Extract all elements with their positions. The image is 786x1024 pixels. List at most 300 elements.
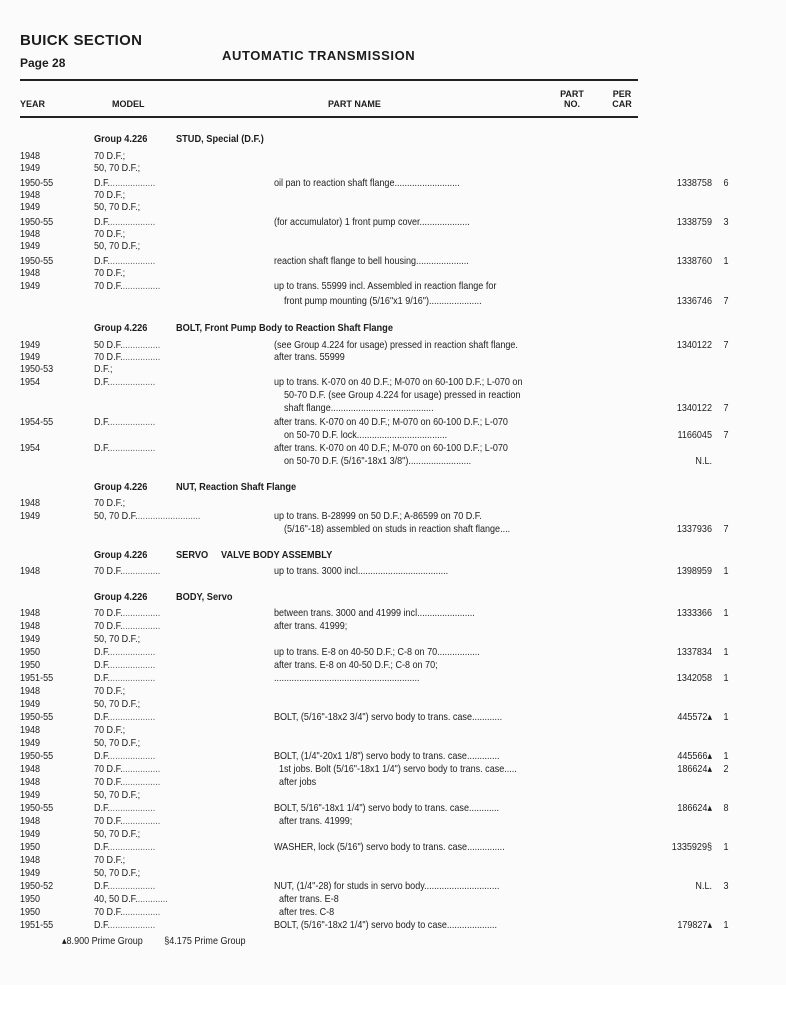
- row-year: 1950-55: [19, 255, 54, 267]
- row-model-text: D.F.;: [93, 363, 113, 375]
- row-part-name: after trans. 41999;: [273, 815, 353, 827]
- parts-row: [0, 565, 729, 577]
- row-part-name: front pump mounting (5/16"x1 9/16").....................: [273, 295, 482, 307]
- footnote-prime-group-4175: §4.175 Prime Group: [164, 935, 246, 947]
- row-year: 1948: [19, 724, 41, 736]
- row-model-leader-dots: ..................: [110, 711, 156, 723]
- parts-row: [0, 267, 676, 279]
- row-model: [94, 442, 244, 454]
- row-model-leader-dots: ..................: [110, 646, 156, 658]
- row-year: 1949: [19, 510, 41, 522]
- row-part-name: 50-70 D.F. (see Group 4.224 for usage) pressed in reaction: [273, 389, 521, 401]
- row-part-number: 445572▴: [677, 711, 712, 723]
- row-year: 1950-55: [19, 216, 54, 228]
- row-model: [94, 497, 244, 509]
- parts-row: [0, 442, 676, 454]
- row-year: 1954: [19, 442, 41, 454]
- row-per-car: 1: [723, 711, 729, 723]
- row-model: [94, 177, 244, 189]
- parts-row: [0, 216, 729, 228]
- row-part-name: after trans. E-8 on 40-50 D.F.; C-8 on 70;: [273, 659, 438, 671]
- row-model: [94, 620, 244, 632]
- parts-row: [0, 711, 729, 723]
- row-year: 1950: [19, 841, 41, 853]
- row-model-leader-dots: ..................: [110, 376, 156, 388]
- row-model: [94, 510, 244, 522]
- row-model-leader-dots: ...............: [122, 620, 161, 632]
- row-part-name: after trans. E-8: [273, 893, 339, 905]
- row-part-name: BOLT, 5/16"-18x1 1/4") servo body to trans. case............: [273, 802, 500, 814]
- row-part-name: after trans. K-070 on 40 D.F.; M-070 on 60-100 D.F.; L-070: [273, 416, 508, 428]
- col-part-no-line1: PART: [560, 89, 584, 99]
- row-model-leader-dots: ...............: [122, 565, 161, 577]
- row-model-text: D.F.: [93, 255, 111, 267]
- row-per-car: 7: [723, 523, 729, 535]
- row-model-leader-dots: ..................: [110, 216, 156, 228]
- group-number: Group 4.226: [94, 481, 148, 493]
- row-model-leader-dots: ..................: [110, 255, 156, 267]
- parts-row: [0, 201, 676, 213]
- parts-row: [0, 280, 676, 292]
- row-model-leader-dots: ..................: [110, 416, 156, 428]
- group-number: Group 4.226: [94, 322, 148, 334]
- parts-row: [0, 815, 676, 827]
- row-part-number: 186624▴: [677, 802, 712, 814]
- row-part-number: N.L.: [695, 880, 712, 892]
- col-per-car-line2: CAR: [612, 99, 632, 109]
- row-model-text: D.F.: [93, 659, 111, 671]
- row-year: 1948: [19, 497, 41, 509]
- row-model: [94, 189, 244, 201]
- row-part-number: 1335929§: [671, 841, 712, 853]
- parts-row: [0, 854, 676, 866]
- group-part-title: BOLT, Front Pump Body to Reaction Shaft Flange: [176, 322, 393, 334]
- row-per-car: 7: [723, 339, 729, 351]
- parts-row: [0, 880, 729, 892]
- parts-row: [0, 646, 729, 658]
- row-model: [94, 867, 244, 879]
- parts-row: [0, 776, 676, 788]
- row-model-text: D.F.: [93, 802, 111, 814]
- row-model-text: 70 D.F.;: [93, 189, 126, 201]
- row-model: [94, 763, 244, 775]
- row-model-leader-dots: ..................: [110, 442, 156, 454]
- row-model: [94, 802, 244, 814]
- row-model: [94, 216, 244, 228]
- row-model: [94, 724, 244, 736]
- row-part-name: after trans. 55999: [273, 351, 345, 363]
- row-model-text: D.F.: [93, 442, 111, 454]
- header-rule-bottom: [20, 116, 638, 118]
- row-model: [94, 711, 244, 723]
- row-model: [94, 633, 244, 645]
- row-part-number: 1337834: [676, 646, 712, 658]
- row-model-text: D.F.: [93, 711, 111, 723]
- row-model-text: 50, 70 D.F.;: [93, 201, 141, 213]
- row-model-text: 70 D.F.;: [93, 228, 126, 240]
- row-part-name: (see Group 4.224 for usage) pressed in reaction shaft flange.: [273, 339, 518, 351]
- row-model-text: 50, 70 D.F.;: [93, 633, 141, 645]
- row-part-number: N.L.: [695, 455, 712, 467]
- row-model-text: 50, 70 D.F.;: [93, 162, 141, 174]
- row-model: [94, 776, 244, 788]
- row-model-text: D.F.: [93, 216, 111, 228]
- row-part-number: 1340122: [676, 339, 712, 351]
- row-part-name: between trans. 3000 and 41999 incl.......................: [273, 607, 475, 619]
- row-model-leader-dots: ...............: [122, 339, 161, 351]
- row-model: [94, 376, 244, 388]
- row-year: 1951-55: [19, 672, 54, 684]
- row-model-text: 70 D.F.;: [93, 150, 126, 162]
- row-model: [94, 351, 244, 363]
- parts-row: [0, 497, 676, 509]
- row-part-name: (5/16"-18) assembled on studs in reaction shaft flange....: [273, 523, 511, 535]
- row-model-leader-dots: .........................: [137, 510, 201, 522]
- row-per-car: 2: [723, 763, 729, 775]
- row-year: 1948: [19, 620, 41, 632]
- row-model: [94, 607, 244, 619]
- parts-row: [0, 867, 676, 879]
- parts-row: [0, 228, 676, 240]
- row-year: 1954: [19, 376, 41, 388]
- row-model: [94, 737, 244, 749]
- row-model-text: 70 D.F.: [93, 763, 123, 775]
- row-year: 1951-55: [19, 919, 54, 931]
- row-part-number: 1338759: [676, 216, 712, 228]
- row-part-number: 186624▴: [677, 763, 712, 775]
- row-model-leader-dots: ...............: [122, 607, 161, 619]
- row-part-name: on 50-70 D.F. lock....................................: [273, 429, 448, 441]
- row-model: [94, 240, 244, 252]
- parts-row: [0, 893, 676, 905]
- row-part-name: up to trans. E-8 on 40-50 D.F.; C-8 on 70.................: [273, 646, 480, 658]
- row-part-name: BOLT, (5/16"-18x2 1/4") servo body to case....................: [273, 919, 498, 931]
- row-year: 1949: [19, 633, 41, 645]
- section-title: BUICK SECTION: [20, 32, 143, 49]
- row-model: [94, 150, 244, 162]
- row-part-name: 1st jobs. Bolt (5/16"-18x1 1/4") servo body to trans. case.....: [273, 763, 517, 775]
- row-model-text: D.F.: [93, 841, 111, 853]
- row-model-leader-dots: ..................: [110, 919, 156, 931]
- row-model-text: 50, 70 D.F.;: [93, 737, 141, 749]
- row-model: [94, 255, 244, 267]
- row-year: 1950: [19, 646, 41, 658]
- row-model-leader-dots: ..................: [110, 750, 156, 762]
- row-model-leader-dots: ..................: [110, 841, 156, 853]
- row-model-text: 70 D.F.: [93, 280, 123, 292]
- row-model: [94, 906, 244, 918]
- row-year: 1948: [19, 607, 41, 619]
- row-per-car: 3: [723, 880, 729, 892]
- row-year: 1948: [19, 854, 41, 866]
- row-year: 1950-55: [19, 177, 54, 189]
- row-part-number: 1336746: [676, 295, 712, 307]
- row-year: 1948: [19, 815, 41, 827]
- row-model: [94, 416, 244, 428]
- group-part-title: NUT, Reaction Shaft Flange: [176, 481, 297, 493]
- row-per-car: 3: [723, 216, 729, 228]
- row-part-name: BOLT, (5/16"-18x2 3/4") servo body to trans. case............: [273, 711, 503, 723]
- row-model-text: 70 D.F.;: [93, 497, 126, 509]
- row-per-car: 1: [723, 646, 729, 658]
- row-year: 1949: [19, 698, 41, 710]
- row-year: 1948: [19, 685, 41, 697]
- row-model-text: 50, 70 D.F.;: [93, 828, 141, 840]
- parts-row: [0, 455, 712, 467]
- row-year: 1949: [19, 339, 41, 351]
- parts-row: [0, 607, 729, 619]
- row-year: 1950: [19, 659, 41, 671]
- row-year: 1954-55: [19, 416, 54, 428]
- row-model-text: D.F.: [93, 416, 111, 428]
- row-model-text: 70 D.F.;: [93, 724, 126, 736]
- row-part-number: 1338758: [676, 177, 712, 189]
- row-year: 1948: [19, 150, 41, 162]
- row-model-text: 70 D.F.: [93, 607, 123, 619]
- row-part-number: 1338760: [676, 255, 712, 267]
- footnote-prime-group-8900: ▴8.900 Prime Group: [62, 935, 143, 947]
- row-model-leader-dots: ..................: [110, 659, 156, 671]
- row-part-name: oil pan to reaction shaft flange..........................: [273, 177, 460, 189]
- row-year: 1948: [19, 228, 41, 240]
- row-model: [94, 565, 244, 577]
- parts-row: [0, 672, 729, 684]
- row-year: 1950: [19, 893, 41, 905]
- parts-row: [0, 339, 729, 351]
- row-model: [94, 789, 244, 801]
- row-model-text: D.F.: [93, 672, 111, 684]
- row-part-name: after tres. C-8: [273, 906, 335, 918]
- parts-row: [0, 724, 676, 736]
- row-model-leader-dots: ...............: [122, 280, 161, 292]
- col-part-name-header: PART NAME: [328, 99, 381, 109]
- row-model-text: D.F.: [93, 177, 111, 189]
- parts-row: [0, 620, 676, 632]
- parts-row: [0, 698, 676, 710]
- row-year: 1949: [19, 867, 41, 879]
- row-part-name: NUT, (1/4"-28) for studs in servo body..............................: [273, 880, 500, 892]
- row-model-text: 70 D.F.: [93, 815, 123, 827]
- col-part-no-header: [552, 89, 592, 109]
- row-part-number: 1398959: [676, 565, 712, 577]
- row-model-text: 70 D.F.;: [93, 267, 126, 279]
- row-part-name: reaction shaft flange to bell housing.....................: [273, 255, 469, 267]
- row-model: [94, 698, 244, 710]
- row-year: 1948: [19, 776, 41, 788]
- row-part-number: 445566▴: [677, 750, 712, 762]
- row-part-name: after trans. 41999;: [273, 620, 348, 632]
- parts-row: [0, 523, 729, 535]
- parts-row: [0, 659, 676, 671]
- row-model: [94, 828, 244, 840]
- row-per-car: 1: [723, 672, 729, 684]
- row-part-name: up to trans. B-28999 on 50 D.F.; A-86599 on 70 D.F.: [273, 510, 482, 522]
- row-model-text: 50 D.F.: [93, 339, 123, 351]
- row-part-name: shaft flange.........................................: [273, 402, 434, 414]
- row-model-text: 70 D.F.: [93, 620, 123, 632]
- row-year: 1949: [19, 280, 41, 292]
- row-part-name: ..........................................................: [273, 672, 420, 684]
- row-model-text: 70 D.F.;: [93, 685, 126, 697]
- row-per-car: 1: [723, 750, 729, 762]
- row-part-number: 1340122: [676, 402, 712, 414]
- row-part-name: after jobs: [273, 776, 317, 788]
- row-part-number: 179827▴: [677, 919, 712, 931]
- row-part-number: 1342058: [676, 672, 712, 684]
- parts-row: [0, 685, 676, 697]
- row-model: [94, 646, 244, 658]
- parts-row: [0, 150, 676, 162]
- row-year: 1949: [19, 789, 41, 801]
- parts-row: [0, 189, 676, 201]
- parts-row: [0, 919, 729, 931]
- row-model: [94, 854, 244, 866]
- row-model-text: D.F.: [93, 919, 111, 931]
- parts-row: [0, 416, 676, 428]
- parts-row: [0, 763, 729, 775]
- parts-row: [0, 351, 676, 363]
- row-model: [94, 919, 244, 931]
- row-model: [94, 815, 244, 827]
- row-part-name: BOLT, (1/4"-20x1 1/8") servo body to trans. case.............: [273, 750, 500, 762]
- parts-row: [0, 162, 676, 174]
- parts-row: [0, 510, 676, 522]
- row-model: [94, 162, 244, 174]
- row-year: 1949: [19, 201, 41, 213]
- parts-row: [0, 240, 676, 252]
- row-model: [94, 363, 244, 375]
- row-model: [94, 672, 244, 684]
- row-model: [94, 267, 244, 279]
- row-year: 1949: [19, 240, 41, 252]
- row-model-leader-dots: ...............: [122, 815, 161, 827]
- row-model-leader-dots: ...............: [122, 351, 161, 363]
- row-model: [94, 893, 244, 905]
- row-part-number: 1337936: [676, 523, 712, 535]
- row-part-name: up to trans. 55999 incl. Assembled in reaction flange for: [273, 280, 497, 292]
- row-model-leader-dots: ..................: [110, 880, 156, 892]
- parts-row: [0, 737, 676, 749]
- row-model: [94, 339, 244, 351]
- row-year: 1948: [19, 267, 41, 279]
- row-year: 1949: [19, 351, 41, 363]
- row-model-leader-dots: ..................: [110, 672, 156, 684]
- row-model: [94, 201, 244, 213]
- group-part-title: BODY, Servo: [176, 591, 233, 603]
- row-part-number: 1166045: [677, 429, 712, 441]
- row-year: 1948: [19, 763, 41, 775]
- parts-row: [0, 363, 676, 375]
- row-part-name: on 50-70 D.F. (5/16"-18x1 3/8").........................: [273, 455, 472, 467]
- row-per-car: 1: [723, 255, 729, 267]
- parts-row: [0, 906, 676, 918]
- parts-row: [0, 841, 729, 853]
- row-model-text: 70 D.F.: [93, 776, 123, 788]
- row-year: 1950-53: [19, 363, 54, 375]
- row-year: 1949: [19, 162, 41, 174]
- row-model: [94, 228, 244, 240]
- row-model-leader-dots: ...............: [122, 906, 161, 918]
- group-number: Group 4.226: [94, 549, 148, 561]
- row-part-name: (for accumulator) 1 front pump cover....................: [273, 216, 470, 228]
- row-model-text: D.F.: [93, 750, 111, 762]
- col-part-no-line2: NO.: [563, 99, 580, 109]
- parts-row: [0, 177, 729, 189]
- row-year: 1950: [19, 906, 41, 918]
- col-per-car-line1: PER: [612, 89, 632, 99]
- row-year: 1950-52: [19, 880, 54, 892]
- parts-row: [0, 389, 676, 401]
- col-per-car-header: [606, 89, 638, 109]
- row-model: [94, 841, 244, 853]
- group-part-title: SERVO VALVE BODY ASSEMBLY: [176, 549, 333, 561]
- row-year: 1949: [19, 828, 41, 840]
- row-per-car: 7: [723, 295, 729, 307]
- row-per-car: 1: [723, 919, 729, 931]
- row-model-text: D.F.: [93, 880, 111, 892]
- row-model-leader-dots: ..................: [110, 177, 156, 189]
- parts-row: [0, 429, 729, 441]
- row-model-text: 50, 70 D.F.: [93, 510, 138, 522]
- row-model-text: 50, 70 D.F.;: [93, 698, 141, 710]
- row-model-text: 40, 50 D.F.: [93, 893, 138, 905]
- parts-row: [0, 402, 729, 414]
- parts-row: [0, 789, 676, 801]
- parts-row: [0, 376, 676, 388]
- row-model: [94, 750, 244, 762]
- group-number: Group 4.226: [94, 133, 148, 145]
- col-model-header: MODEL: [112, 99, 145, 109]
- parts-row: [0, 828, 676, 840]
- row-model-text: 70 D.F.: [93, 906, 123, 918]
- row-per-car: 7: [723, 429, 729, 441]
- row-model: [94, 880, 244, 892]
- header-rule-top: [20, 79, 638, 81]
- group-part-title: STUD, Special (D.F.): [176, 133, 264, 145]
- row-part-number: 1333366: [676, 607, 712, 619]
- row-model: [94, 685, 244, 697]
- row-year: 1950-55: [19, 711, 54, 723]
- row-model-text: D.F.: [93, 646, 111, 658]
- row-model-leader-dots: ............: [137, 893, 168, 905]
- page-number: Page 28: [20, 56, 66, 70]
- row-per-car: 8: [723, 802, 729, 814]
- row-year: 1950-55: [19, 750, 54, 762]
- row-model-text: 50, 70 D.F.;: [93, 867, 141, 879]
- row-per-car: 1: [723, 565, 729, 577]
- row-model-text: 70 D.F.;: [93, 854, 126, 866]
- parts-row: [0, 255, 729, 267]
- row-model: [94, 659, 244, 671]
- row-model-text: 70 D.F.: [93, 351, 123, 363]
- row-part-name: up to trans. K-070 on 40 D.F.; M-070 on 60-100 D.F.; L-070 on: [273, 376, 523, 388]
- row-year: 1950-55: [19, 802, 54, 814]
- row-model-leader-dots: ...............: [122, 776, 161, 788]
- parts-row: [0, 750, 729, 762]
- row-model-text: 70 D.F.: [93, 565, 123, 577]
- parts-row: [0, 802, 729, 814]
- row-year: 1949: [19, 737, 41, 749]
- parts-row: [0, 295, 729, 307]
- footnotes: [62, 935, 265, 947]
- group-number: Group 4.226: [94, 591, 148, 603]
- row-model-text: 50, 70 D.F.;: [93, 789, 141, 801]
- row-model-leader-dots: ...............: [122, 763, 161, 775]
- row-model-leader-dots: ..................: [110, 802, 156, 814]
- row-year: 1948: [19, 189, 41, 201]
- row-model-text: D.F.: [93, 376, 111, 388]
- row-part-name: after trans. K-070 on 40 D.F.; M-070 on 60-100 D.F.; L-070: [273, 442, 508, 454]
